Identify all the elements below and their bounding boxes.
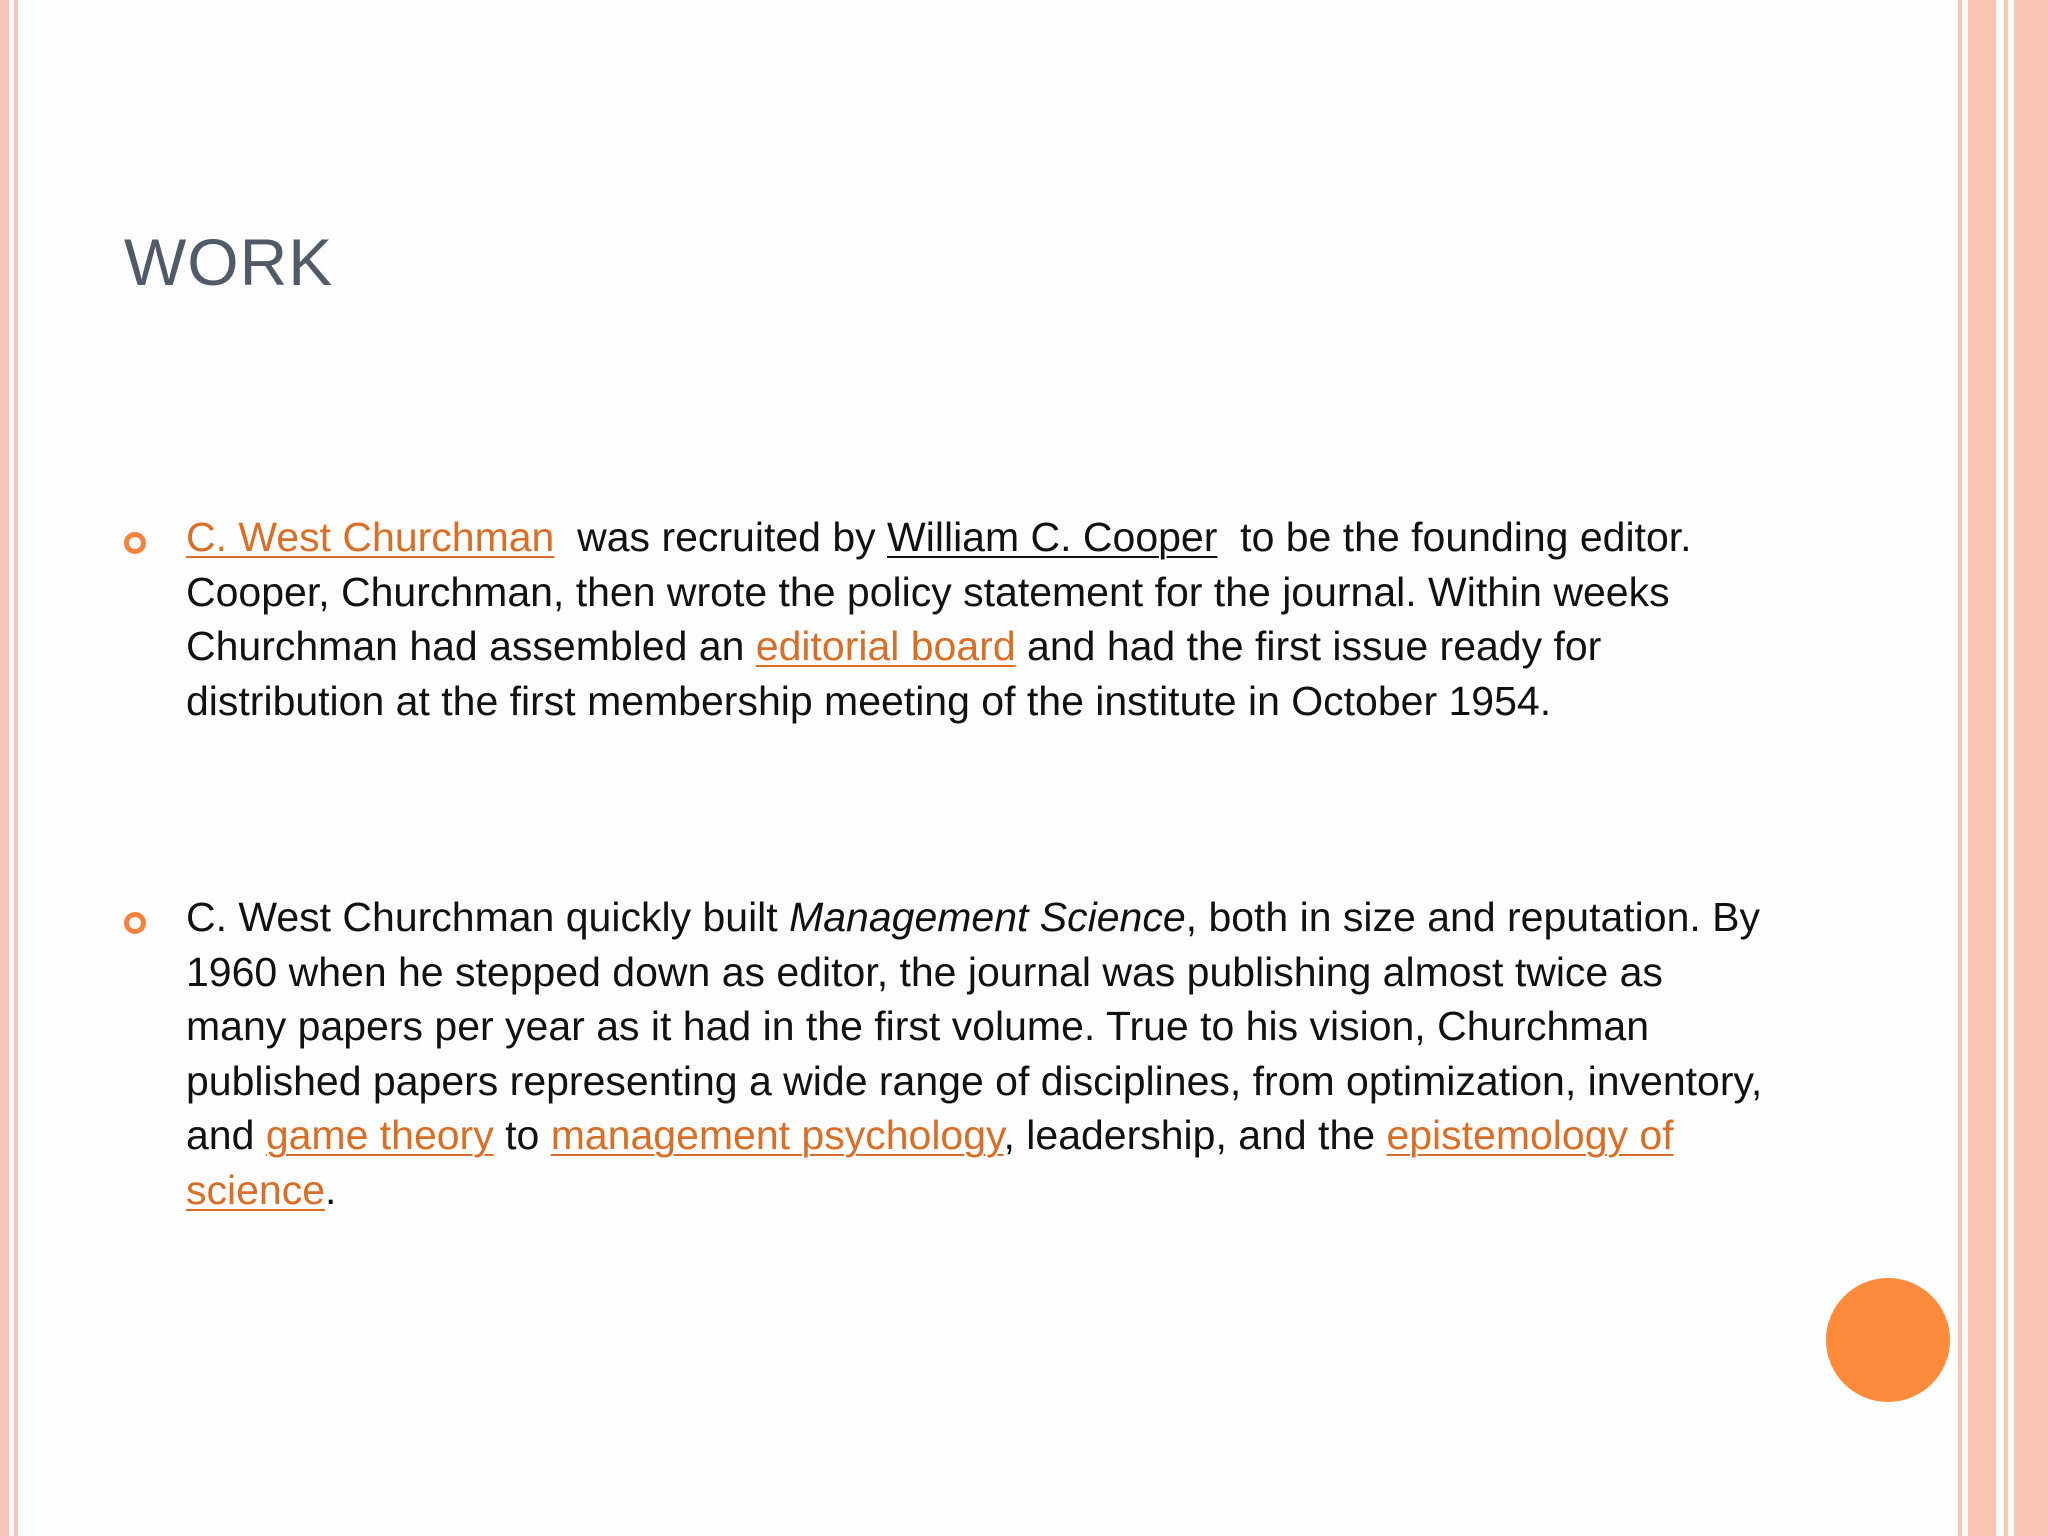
slide-title: WORK <box>124 225 334 299</box>
bullet-text: C. West Churchman quickly built <box>186 894 790 940</box>
bullet-ring-icon <box>124 912 146 934</box>
bullet-text: and had the first issue ready for distribution at the first membership meeting of the institute in October 1954. <box>186 623 1602 724</box>
bullet-text: , leadership, and the <box>1003 1112 1387 1158</box>
link-management-psychology[interactable]: management psychology <box>550 1112 1004 1158</box>
link-editorial-board[interactable]: editorial board <box>755 623 1016 669</box>
bullet-item-2 <box>124 890 1764 1217</box>
journal-name: Management Science <box>789 894 1186 940</box>
right-border-stripe <box>1968 0 1996 1536</box>
right-border-stripe-outer <box>2014 0 2048 1536</box>
bullet-text: was recruited by <box>554 514 888 560</box>
bullet-text: to <box>493 1112 551 1158</box>
bullet-ring-icon <box>124 532 146 554</box>
bullet-text: , both in size and reputation. By 1960 when he stepped down as editor, the journal was publishing almost twice as many papers per year as it had in the first volume. True to his vision, Churchman published papers representing a wide range of disciplines, from optimization, inventory, and <box>186 894 1763 1158</box>
right-border-stripe-thin-outer <box>2004 0 2008 1536</box>
bullet-item-1 <box>124 510 1764 728</box>
link-c-west-churchman[interactable]: C. West Churchman <box>186 514 555 560</box>
link-game-theory[interactable]: game theory <box>265 1112 494 1158</box>
slide-content <box>124 510 1764 1217</box>
decorative-circle <box>1826 1278 1950 1402</box>
left-border-stripe-thin <box>14 0 18 1536</box>
bullet-text: . <box>325 1166 337 1213</box>
left-border-stripe <box>0 0 9 1536</box>
link-epistemology-of-science[interactable]: epistemology of science <box>186 1112 1674 1213</box>
link-william-c-cooper[interactable]: William C. Cooper <box>887 514 1218 560</box>
bullet-text: to be the founding editor. Cooper, Churchman, then wrote the policy statement for the journal. Within weeks Churchman had assembled an <box>186 514 1703 669</box>
right-border-stripe-thin <box>1958 0 1962 1536</box>
